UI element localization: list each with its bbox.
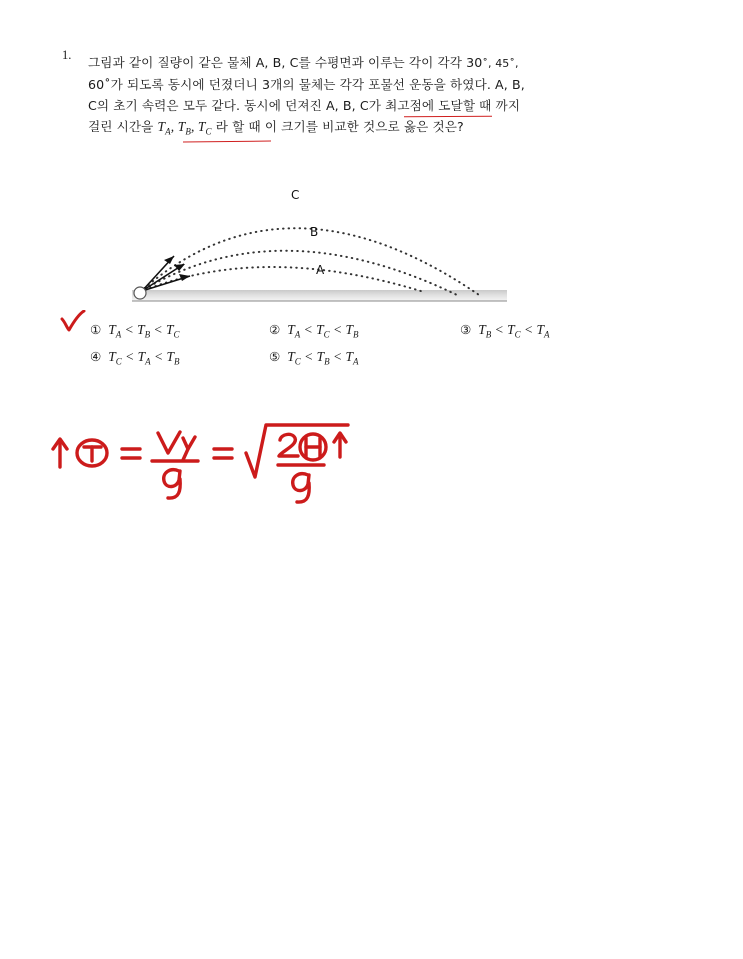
question-line-1-degrees: ˚, 45˚, xyxy=(482,57,519,70)
choice-2-expression: $T_A < T_C < T_B$ xyxy=(287,322,359,340)
question-number: 1. xyxy=(62,48,72,62)
choice-4-expression: $T_C < T_A < T_B$ xyxy=(108,349,180,367)
projectile-figure xyxy=(62,168,622,313)
handwritten-formula-svg xyxy=(40,405,370,515)
question-line-4-suffix: 라 할 때 이 크기를 비교한 것으로 옳은 것은? xyxy=(211,119,464,134)
question-line-4-prefix: 걸린 시간을 xyxy=(88,119,158,134)
choice-row-2 xyxy=(62,349,622,376)
question-line-3-suffix: 할 때 까지 xyxy=(462,98,521,113)
time-symbols: $T_A$, $T_B$, $T_C$ xyxy=(157,119,212,137)
choice-5-number: ⑤ xyxy=(269,349,281,364)
question-line-1 xyxy=(88,52,598,74)
handwritten-solution xyxy=(40,405,370,515)
choice-2[interactable] xyxy=(269,322,359,340)
choice-3-number: ③ xyxy=(460,322,472,337)
projectile-figure-svg xyxy=(62,168,622,313)
question-line-3 xyxy=(88,95,598,116)
choice-5-expression: $T_C < T_B < T_A$ xyxy=(287,349,359,367)
choice-3-expression: $T_B < T_C < T_A$ xyxy=(478,322,550,340)
question-line-2: 60˚가 되도록 동시에 던졌더니 3개의 물체는 각각 포물선 운동을 하였다. A, B, xyxy=(88,77,525,92)
arrowhead-A xyxy=(179,274,190,281)
question-line-3-prefix: C의 초기 속력은 모두 같다. 동시에 던져진 A, B, C가 xyxy=(88,98,386,113)
choice-row-1 xyxy=(62,322,622,349)
choice-4[interactable] xyxy=(90,349,180,367)
question-line-4 xyxy=(88,116,598,143)
answer-choices xyxy=(62,322,622,376)
launch-ball xyxy=(134,287,146,299)
choice-2-number: ② xyxy=(269,322,281,337)
choice-1[interactable] xyxy=(90,322,180,340)
figure-label-B: B xyxy=(310,225,319,239)
choice-1-expression: $T_A < T_B < T_C$ xyxy=(108,322,180,340)
figure-label-A: A xyxy=(316,263,325,277)
figure-label-C: C xyxy=(291,188,300,202)
question-text xyxy=(88,52,598,143)
question-line-1-text: 그림과 같이 질량이 같은 물체 A, B, C를 수평면과 이루는 각이 각각 30 xyxy=(88,55,483,70)
choice-4-number: ④ xyxy=(90,349,102,364)
choice-1-number: ① xyxy=(90,322,102,337)
arrowhead-C xyxy=(164,256,174,264)
choice-3[interactable] xyxy=(460,322,550,340)
choice-5[interactable] xyxy=(269,349,359,367)
question-line-3-underlined: 최고점에 도달 xyxy=(385,98,463,113)
